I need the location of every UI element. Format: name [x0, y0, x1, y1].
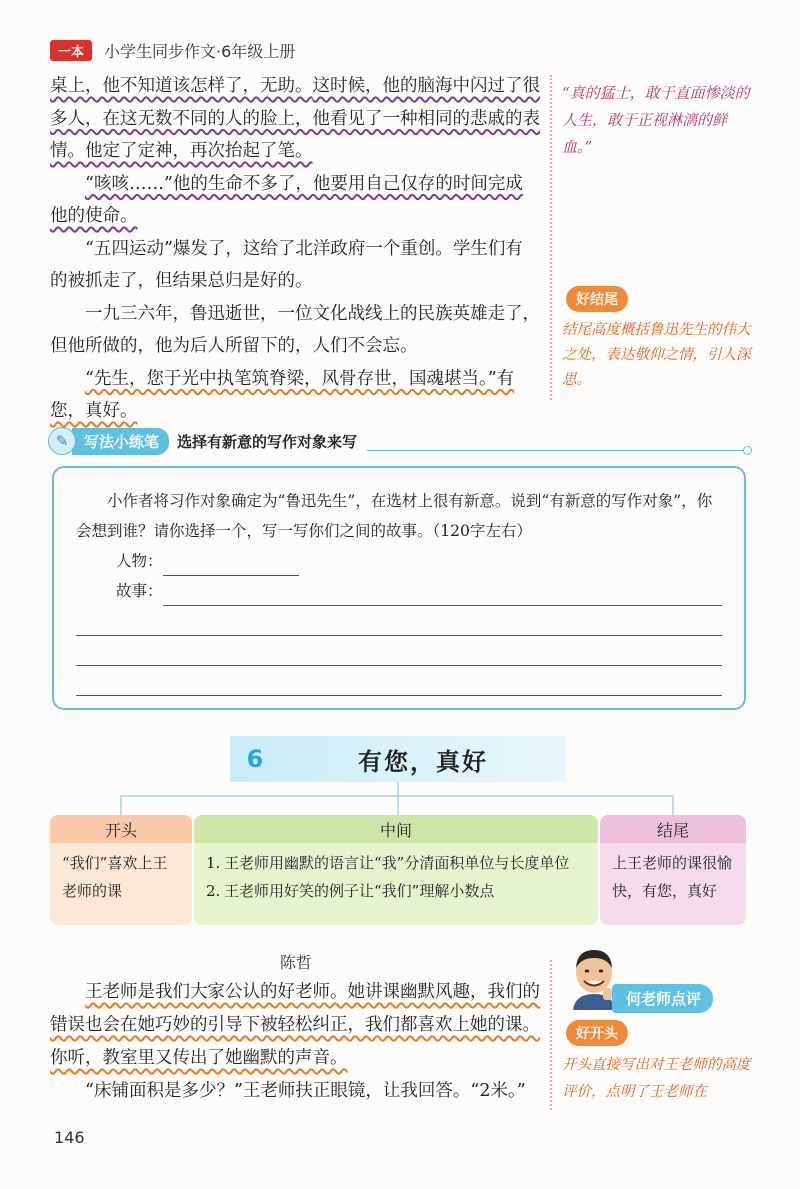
writing-line[interactable] [76, 666, 722, 696]
page-header [50, 38, 410, 62]
opening-comment: 开头直接写出对王老师的高度评价，点明了王老师在 [562, 1057, 751, 1100]
outline-middle-list [206, 849, 586, 905]
essay-body [50, 976, 540, 1108]
rule-end-dot [743, 446, 752, 455]
outline-connector [0, 780, 800, 820]
essay-continuation [50, 70, 540, 428]
person-label: 人物： [116, 552, 163, 570]
list-item [206, 849, 586, 877]
practice-title: 选择有新意的写作对象来写 [177, 432, 358, 451]
outline-start [50, 815, 192, 925]
side-quote: “真的猛士，敢于直面惨淡的人生，敢于正视淋漓的鲜血。” [562, 84, 750, 156]
practice-header [48, 428, 748, 454]
paragraph-2-text: “咳咳……”他的生命不多了，他要用自己仅存的时间完成他的使命。 [50, 173, 523, 226]
good-ending-tag: 好结尾 [566, 286, 628, 312]
essay-paragraph-1-text: 王老师是我们大家公认的好老师。她讲课幽默风趣，我们的错误也会在她巧妙的引导下被轻松纠正，我们都喜欢上她的课。你听，教室里又传出了她幽默的声音。 [50, 982, 540, 1068]
item-text: 王老师用幽默的语言让“我”分清面积单位与长度单位 [224, 854, 570, 872]
essay-paragraph-1 [50, 976, 540, 1075]
outline-start-head: 开头 [50, 815, 192, 843]
author-name: 陈哲 [280, 953, 313, 972]
paragraph-5 [50, 363, 540, 428]
paragraph-4: 一九三六年，鲁迅逝世，一位文化战线上的民族英雄走了，但他所做的，他为后人所留下的，人们不会忘。 [50, 303, 540, 356]
person-input-line[interactable] [163, 553, 299, 576]
paragraph-2 [50, 168, 540, 233]
paragraph-1-highlight: 这时候，他的脑海中闪过了很多人，在这无数不同的人的脸上，他看见了一种相同的悲戚的表情。他定了定神，再次抬起了笔。 [50, 76, 540, 161]
item-number: 2. [206, 882, 221, 900]
outline-end [600, 815, 746, 925]
story-label: 故事： [116, 582, 163, 600]
practice-prompt: 小作者将习作对象确定为“鲁迅先生”，在选材上很有新意。说到“有新意的写作对象”，你会想到谁？请你选择一个，写一写你们之间的故事。（120字左右） [76, 492, 713, 540]
writing-line[interactable] [76, 606, 722, 636]
writing-line[interactable] [76, 636, 722, 666]
page-number: 146 [54, 1128, 85, 1147]
person-field[interactable] [116, 546, 722, 576]
good-opening-tag: 好开头 [566, 1020, 628, 1046]
paragraph-1 [50, 70, 540, 168]
paragraph-5-text: “先生，您于光中执笔筑脊梁，风骨存世，国魂堪当。”有您，真好。 [50, 368, 515, 421]
teacher-review-label: 何老师点评 [612, 984, 713, 1013]
side-divider [550, 75, 552, 400]
paragraph-3: “五四运动”爆发了，这给了北洋政府一个重创。学生们有的被抓走了，但结果总归是好的。 [50, 238, 523, 291]
outline-end-head: 结尾 [600, 815, 746, 843]
ending-comment: 结尾高度概括鲁迅先生的伟大之处，表达敬仰之情，引人深思。 [562, 322, 751, 388]
list-item [206, 877, 586, 905]
practice-box [52, 466, 746, 710]
item-number: 1. [206, 854, 221, 872]
story-field[interactable] [116, 576, 722, 606]
outline-start-body: “我们”喜欢上王老师的课 [62, 854, 168, 900]
item-text: 王老师用好笑的例子让“我们”理解小数点 [224, 882, 495, 900]
outline-end-body: 上王老师的课很愉快，有您，真好 [612, 854, 733, 900]
practice-rule [367, 450, 748, 451]
outline-middle-head: 中间 [194, 815, 598, 843]
chapter-title: 有您，真好 [358, 747, 488, 776]
chapter-banner [230, 736, 566, 782]
brand-logo: 一本 [50, 40, 92, 61]
paragraph-1-prefix: 桌上，他不知道该怎样了，无助。 [50, 76, 313, 96]
outline-middle [194, 815, 598, 925]
essay-paragraph-2: “床铺面积是多少？”王老师扶正眼镜，让我回答。“2米。” [85, 1081, 526, 1101]
practice-tag: 写法小练笔 [72, 428, 169, 455]
story-input-line[interactable] [163, 583, 722, 606]
chapter-number: 6 [246, 745, 264, 773]
side-divider [550, 960, 552, 1110]
book-title: 小学生同步作文·6年级上册 [104, 41, 296, 61]
pencil-icon: ✎ [48, 427, 76, 455]
outline-middle-body [194, 843, 598, 911]
